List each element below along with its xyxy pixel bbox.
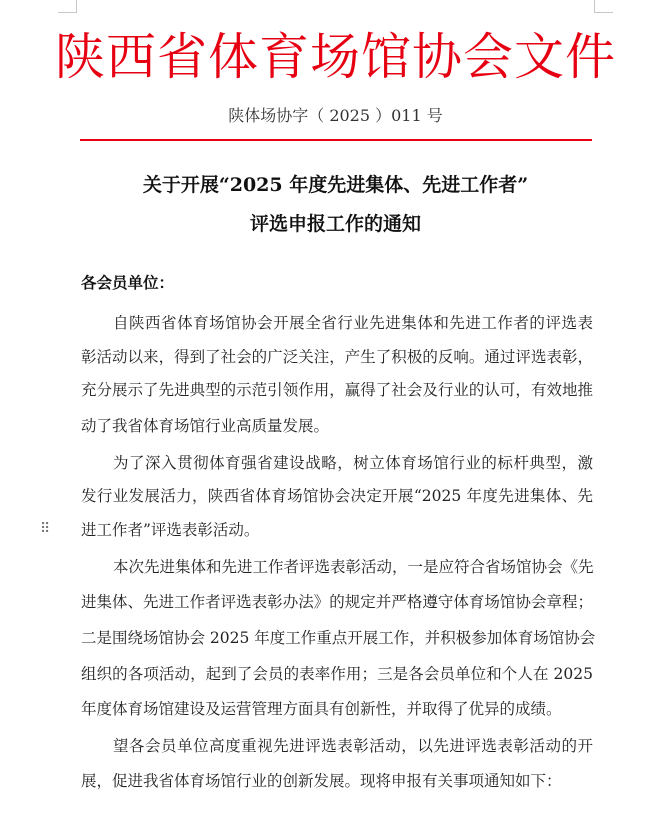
body-line: 为了深入贯彻体育强省建设战略，树立体育场馆行业的标杆典型，激 [113, 454, 593, 472]
body-line: 年度体育场馆建设及运营管理方面具有创新性，并取得了优异的成绩。 [81, 700, 562, 718]
body-line: 进集体、先进工作者评选表彰办法》的规定并严格遵守体育场馆协会章程； [81, 593, 593, 611]
document-number: 陕体场协字（ 2025 ）011 号 [228, 106, 443, 125]
body-line: 彰活动以来，得到了社会的广泛关注，产生了积极的反响。通过评选表彰， [81, 348, 593, 366]
notice-heading-line-2: 评选申报工作的通知 [249, 213, 421, 235]
body-line: 进工作者”评选表彰活动。 [81, 521, 260, 539]
body-line: 组织的各项活动，起到了会员的表率作用；三是各会员单位和个人在 2025 [81, 665, 593, 683]
body-line: 动了我省体育场馆行业高质量发展。 [81, 417, 330, 435]
page-corner-mark-right [594, 0, 613, 13]
page-corner-mark-left [58, 0, 77, 13]
red-divider-rule [80, 139, 592, 141]
body-line: 发行业发展活力，陕西省体育场馆协会决定开展“2025 年度先进集体、先 [81, 487, 593, 505]
body-line: 自陕西省体育场馆协会开展全省行业先进集体和先进工作者的评选表 [113, 314, 593, 332]
body-line: 充分展示了先进典型的示范引领作用，赢得了社会及行业的认可，有效地推 [81, 381, 593, 399]
body-line: 二是围绕场馆协会 2025 年度工作重点开展工作，并积极参加体育场馆协会 [81, 629, 596, 647]
salutation: 各会员单位： [81, 273, 175, 292]
notice-heading-line-1: 关于开展“2025 年度先进集体、先进工作者” [142, 174, 529, 196]
body-line: 本次先进集体和先进工作者评选表彰活动，一是应符合省场馆协会《先 [113, 558, 594, 576]
document-title: 陕西省体育场馆协会文件 [55, 28, 616, 86]
body-line: 展，促进我省体育场馆行业的创新发展。现将申报有关事项通知如下： [81, 772, 562, 790]
body-line: 望各会员单位高度重视先进评选表彰活动，以先进评选表彰活动的开 [113, 737, 593, 755]
drag-handle-icon[interactable]: ⠿ [40, 521, 50, 537]
